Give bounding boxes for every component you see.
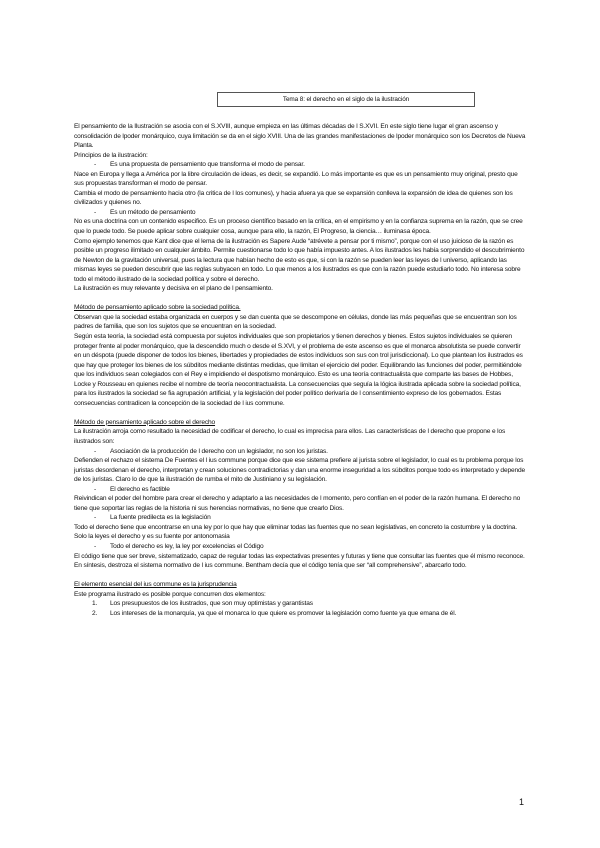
paragraph: La ilustración es muy relevante y decisiva en el plano de l pensamiento. bbox=[74, 285, 273, 293]
paragraph: Defienden el rechazo el sistema De Fuentes el l ius commune porque dice que ese sistema prefiere al jurista sobre el legislador, lo cual es tu problema porque los juristas desordenan el derecho, interpretan y crean soluciones contradictorias y dan una enorme inseguridad a los súbditos porque todo es interpretado y depende de los juristas. Claro lo de que la ilustración de rumba el mito de Justiniano y su legislación. bbox=[74, 457, 526, 484]
paragraph: Observan que la sociedad estaba organizada en cuerpos y se dan cuenta que se descompone en células, donde las más pequeñas que se encuentran son los padres de familia, que son los sujetos que se encuentran en la sociedad. bbox=[74, 313, 517, 331]
section-heading: Método de pensamiento aplicado sobre el derecho bbox=[74, 418, 216, 426]
bullet-item bbox=[74, 447, 529, 457]
section-heading: Método de pensamiento aplicado sobre la sociedad política. bbox=[74, 304, 241, 312]
paragraph: No es una doctrina con un contenido especifico. Es un proceso científico basado en la crítica, en el empirismo y en la confianza suprema en la razón, que se cree que lo puede todo. Se puede aplicar sobre cualquier cosa, aunque para ello, la razón, El Progreso, la ciencia… iluminasa época. bbox=[74, 218, 523, 236]
paragraph-gap bbox=[74, 294, 529, 304]
paragraph: La ilustración arroja como resultado la necesidad de codificar el derecho, lo cual es imprecisa para ellos. Las características de l derecho que propone e los ilustrados son: bbox=[74, 428, 506, 445]
paragraph-gap bbox=[74, 408, 529, 418]
paragraph: El código tiene que ser breve, sistematizado, capaz de regular todas las expectativas presentes y futuras y tiene que consultar las fuentes que él mismo reconoce. En síntesis, destroza el sistema normativo de l ius commune. Bentham decía que el código tenía que ser “all comprehensive”, abarcarlo todo. bbox=[74, 552, 525, 570]
page-number: 1 bbox=[519, 797, 525, 807]
list-item-text: Los intereses de la monarquía, ya que el monarca lo que quiere es promover la legislación como fuente ya que emana de él. bbox=[110, 609, 457, 617]
paragraph: Todo el derecho tiene que encontrarse en una ley por lo que hay que eliminar todas las fuentes que no sean legislativas, en concreto la costumbre y la doctrina. Solo la leyes el derecho y es su fuente por antonomasia bbox=[74, 523, 517, 541]
bullet-item bbox=[74, 513, 529, 523]
paragraph: Como ejemplo tenemos que Kant dice que el lema de la ilustración es Sapere Aude “atrévete a pensar por ti mismo”, porque con el uso juicioso de la razón es posible un progreso ilimitado en cualquier ámbito. Permite cuestionarse todo lo que había impuesto antes. A los ilustrados les había sorprendido el descubrimiento de Newton de la gravitación universal, pues la lectura que habían hecho de esto es que, si con la razón se pueden leer las leyes de l universo, aplicando las mismas leyes se pueden descubrir que las reglas subyacen en todo. Lo que menos a los ilustrados es que con la razón puede estudiarlo todo. No interesa sobre todo el método ilustrado de la sociedad política y sobre el derecho. bbox=[74, 237, 525, 283]
list-item-text: Todo el derecho es ley, la ley por excelencias el Código bbox=[110, 542, 264, 550]
list-item-text: El derecho es factible bbox=[110, 485, 170, 493]
document-title: Tema 8: el derecho en el siglo de la ilustración bbox=[217, 92, 475, 107]
paragraph: El pensamiento de la Ilustración se asocia con el S.XVIII, aunque empieza en las últimas décadas de l S.XVII. En este siglo tiene lugar el gran ascenso y consolidación de lpoder monárquico, cuya limitación se da en el siglo XVIII. Una de las grandes manifestaciones de lpoder monárquico son los Decretos de Nueva Planta. bbox=[74, 123, 526, 150]
list-item-text: Asociación de la producción de l derecho con un legislador, no son los juristas. bbox=[110, 447, 328, 455]
list-item-text: Es un método de pensamiento bbox=[110, 208, 196, 216]
paragraph: Principios de la ilustración: bbox=[74, 151, 148, 159]
list-marker: 1. bbox=[92, 600, 98, 608]
list-marker: - bbox=[94, 208, 97, 216]
list-item-text: Los presupuestos de los ilustrados, que son muy optimistas y garantistas bbox=[110, 600, 313, 608]
list-marker: - bbox=[94, 447, 97, 455]
section-heading: El elemento esencial del ius commune es la jurisprudencia bbox=[74, 581, 237, 589]
paragraph: Reivindican el poder del hombre para crear el derecho y adaptarlo a las necesidades de l momento, pero confían en el poder de la razón humana. El derecho no tiene que soportar las reglas de la historia ni sus herencias normativas, no tiene que crearlo Dios. bbox=[74, 495, 521, 512]
numbered-item bbox=[74, 599, 529, 609]
list-marker: - bbox=[94, 485, 97, 493]
list-item-text: Es una propuesta de pensamiento que transforma el modo de pensar. bbox=[110, 161, 305, 169]
list-item-text: La fuente predilecta es la legislación bbox=[110, 514, 211, 522]
bullet-item bbox=[74, 208, 529, 218]
paragraph: Este programa ilustrado es posible porque concurren dos elementos: bbox=[74, 590, 266, 598]
numbered-item bbox=[74, 609, 529, 619]
paragraph: Según esta teoría, la sociedad está compuesta por sujetos individuales que son propietarios y tienen derechos y bienes. Estos sujetos individuales se quieren proteger frente al poder monárquico, que la descendido much o desde el S.XVI, y el problema de este ascenso es que el monarca absolutista se puede convertir en un déspota (puede disponer de todos los bienes, libertades y propiedades de estos individuos son sus con trol jurisdiccional). Lo que plantean los ilustrados es que hay que proteger los bienes de los súbditos mediante distintas medidas, que limitan el ejercicio del poder. Equilibrando las funciones del poder, permitiéndole que los individuos sean colegiados con el Rey e impidiendo el despotismo monárquico. Esto es una teoría contractualista que comparte las bases de Hobbes, Locke y Rousseau en quienes recibe el nombre de teoría neocontractualista. La consecuencias que seguía la lógica ilustrada aplicada sobre la sociedad política, para los ilustrados la sociedad se fia agrupación artificial, y la legislación del poder político derivaría de l consentimiento expreso de los gobernados. Estas consecuencias contradicen la concepción de la sociedad de l ius commune. bbox=[74, 332, 523, 407]
list-marker: - bbox=[94, 161, 97, 169]
list-marker: 2. bbox=[92, 609, 98, 617]
list-marker: - bbox=[94, 514, 97, 522]
list-marker: - bbox=[94, 542, 97, 550]
bullet-item bbox=[74, 160, 529, 170]
paragraph-gap bbox=[74, 571, 529, 581]
bullet-item bbox=[74, 542, 529, 552]
paragraph: Nace en Europa y llega a América por la libre circulación de ideas, es decir, se expandió. Lo más importante es que es un pensamiento muy original, presto que sus propuestas transforman el modo de pensar. bbox=[74, 170, 518, 188]
paragraph: Cambia el modo de pensamiento hacia otro (la critica de l los comunes), y hacia afuera ya que se expansión conlleva la expansión de idea de quienes son los civilizados y quienes no. bbox=[74, 189, 513, 207]
document-body bbox=[74, 122, 529, 618]
bullet-item bbox=[74, 485, 529, 495]
